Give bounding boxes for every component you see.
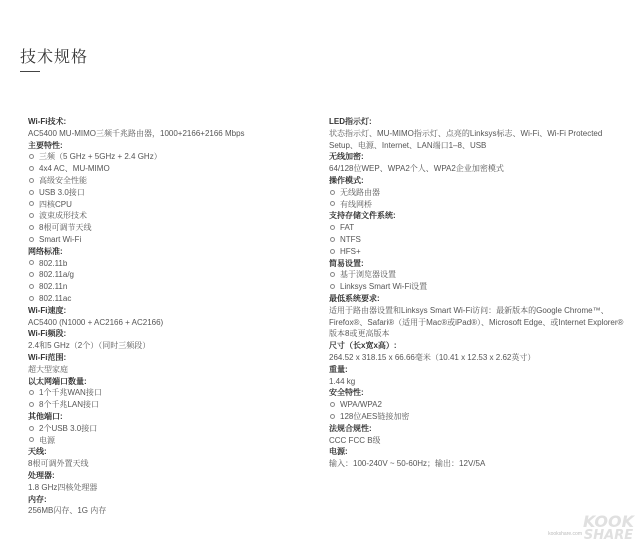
spec-heading: 重量: bbox=[329, 364, 348, 374]
spec-heading: 内存: bbox=[28, 494, 47, 504]
spec-heading: 安全特性: bbox=[329, 388, 364, 398]
spec-heading: LED指示灯: bbox=[329, 117, 372, 126]
spec-heading: 天线: bbox=[28, 447, 47, 457]
spec-value: CCC FCC B级 bbox=[329, 435, 381, 445]
spec-bullet-item bbox=[28, 435, 328, 447]
spec-heading: 最低系统要求: bbox=[329, 293, 380, 303]
bullet-icon bbox=[29, 426, 34, 431]
page-title: 技术规格 bbox=[20, 49, 89, 66]
spec-heading: 无线加密: bbox=[329, 152, 364, 162]
watermark-line2: SHARE bbox=[583, 528, 634, 543]
spec-bullet-text: HFS+ bbox=[340, 246, 361, 256]
spec-heading: Wi-Fi速度: bbox=[28, 305, 67, 315]
watermark-logo bbox=[583, 512, 634, 543]
bullet-icon bbox=[29, 178, 34, 183]
bullet-icon bbox=[330, 272, 335, 277]
spec-bullet-text: 802.11b bbox=[39, 258, 68, 268]
spec-bullet-item bbox=[28, 222, 328, 234]
spec-value: 2.4和5 GHz（2个）（同时三频段） bbox=[28, 341, 151, 351]
spec-value: 1.8 GHz四核处理器 bbox=[28, 482, 98, 492]
bullet-icon bbox=[330, 225, 335, 230]
spec-heading: 处理器: bbox=[28, 470, 55, 480]
spec-bullet-item bbox=[28, 151, 328, 163]
spec-bullet-text: 无线路由器 bbox=[340, 187, 380, 197]
spec-value: 适用于路由器设置和Linksys Smart Wi-Fi访问：最新版本的Google Chrome™、Firefox®、Safari®（适用于Mac®或iPad®）、Microsoft Edge、或Internet Explorer®版本8或更高版本 bbox=[329, 305, 624, 339]
spec-value: 状态指示灯、MU-MIMO指示灯、点亮的Linksys标志、Wi-Fi、Wi-Fi Protected Setup、电源、Internet、LAN端口1–8、USB bbox=[329, 128, 603, 150]
spec-bullet-text: 四核CPU bbox=[39, 199, 72, 209]
spec-bullet-item bbox=[329, 411, 629, 423]
spec-bullet-item bbox=[28, 269, 328, 281]
spec-bullet-text: USB 3.0接口 bbox=[39, 187, 85, 197]
spec-bullet-item bbox=[329, 269, 629, 281]
spec-bullet-item bbox=[28, 234, 328, 246]
spec-heading: Wi-Fi频段: bbox=[28, 329, 67, 339]
spec-value: 1.44 kg bbox=[329, 376, 356, 386]
spec-bullet-text: 1个千兆WAN接口 bbox=[39, 388, 102, 398]
spec-bullet-item bbox=[28, 293, 328, 305]
spec-bullet-text: Smart Wi-Fi bbox=[39, 234, 82, 244]
spec-bullet-item bbox=[329, 222, 629, 234]
spec-heading: 主要特性: bbox=[28, 140, 63, 150]
watermark-line1: KOOK bbox=[583, 512, 634, 531]
spec-column-right bbox=[329, 116, 629, 470]
spec-bullet-item bbox=[329, 234, 629, 246]
spec-bullet-item bbox=[28, 258, 328, 270]
spec-bullet-item bbox=[28, 210, 328, 222]
bullet-icon bbox=[29, 166, 34, 171]
spec-heading: 网络标准: bbox=[28, 246, 63, 256]
spec-bullet-text: 802.11n bbox=[39, 282, 68, 292]
spec-bullet-text: 高级安全性能 bbox=[39, 175, 87, 185]
spec-bullet-text: 波束成形技术 bbox=[39, 211, 87, 221]
bullet-icon bbox=[330, 402, 335, 407]
spec-bullet-item bbox=[28, 399, 328, 411]
spec-bullet-item bbox=[329, 199, 629, 211]
spec-bullet-text: NTFS bbox=[340, 234, 361, 244]
spec-bullet-text: 8个千兆LAN接口 bbox=[39, 400, 100, 410]
spec-value: 264.52 x 318.15 x 66.66毫米（10.41 x 12.53 x 2.62英寸） bbox=[329, 352, 536, 362]
bullet-icon bbox=[29, 437, 34, 442]
spec-value: AC5400 MU-MIMO三频千兆路由器，1000+2166+2166 Mbps bbox=[28, 128, 245, 138]
spec-bullet-text: 有线网桥 bbox=[340, 199, 372, 209]
bullet-icon bbox=[29, 201, 34, 206]
bullet-icon bbox=[29, 237, 34, 242]
spec-bullet-text: 电源 bbox=[39, 435, 55, 445]
bullet-icon bbox=[29, 272, 34, 277]
spec-bullet-item bbox=[329, 399, 629, 411]
spec-value: 输入：100-240V ~ 50-60Hz；输出：12V/5A bbox=[329, 459, 486, 469]
spec-bullet-item bbox=[28, 187, 328, 199]
spec-bullet-item bbox=[28, 387, 328, 399]
spec-bullet-text: 8根可调节天线 bbox=[39, 223, 92, 233]
spec-value: 超大型家庭 bbox=[28, 364, 68, 374]
spec-bullet-text: Linksys Smart Wi-Fi设置 bbox=[340, 282, 428, 292]
spec-heading: 简易设置: bbox=[329, 258, 364, 268]
spec-bullet-item bbox=[28, 199, 328, 211]
bullet-icon bbox=[29, 390, 34, 395]
spec-heading: 法规合规性: bbox=[329, 423, 372, 433]
spec-heading: 尺寸（长x宽x高）: bbox=[329, 341, 397, 351]
bullet-icon bbox=[330, 249, 335, 254]
bullet-icon bbox=[29, 260, 34, 265]
spec-bullet-item bbox=[28, 175, 328, 187]
spec-column-left bbox=[28, 116, 328, 517]
bullet-icon bbox=[29, 402, 34, 407]
spec-bullet-item bbox=[28, 163, 328, 175]
spec-heading: 以太网端口数量: bbox=[28, 376, 87, 386]
bullet-icon bbox=[29, 213, 34, 218]
spec-bullet-item bbox=[28, 281, 328, 293]
spec-bullet-text: 802.11ac bbox=[39, 293, 72, 303]
bullet-icon bbox=[330, 190, 335, 195]
spec-bullet-item bbox=[28, 423, 328, 435]
spec-value: 8根可调外置天线 bbox=[28, 459, 89, 469]
spec-bullet-text: 4x4 AC、MU-MIMO bbox=[39, 164, 110, 174]
bullet-icon bbox=[330, 414, 335, 419]
spec-value: AC5400 (N1000 + AC2166 + AC2166) bbox=[28, 317, 164, 327]
spec-bullet-text: 2个USB 3.0接口 bbox=[39, 423, 98, 433]
spec-heading: 电源: bbox=[329, 447, 348, 457]
spec-bullet-text: WPA/WPA2 bbox=[340, 400, 382, 410]
bullet-icon bbox=[330, 237, 335, 242]
spec-heading: Wi-Fi范围: bbox=[28, 352, 67, 362]
bullet-icon bbox=[29, 190, 34, 195]
spec-bullet-item bbox=[329, 187, 629, 199]
spec-heading: Wi-Fi技术: bbox=[28, 117, 67, 126]
bullet-icon bbox=[330, 201, 335, 206]
spec-bullet-text: 基于浏览器设置 bbox=[340, 270, 396, 280]
bullet-icon bbox=[29, 284, 34, 289]
title-underline bbox=[20, 71, 40, 72]
bullet-icon bbox=[29, 225, 34, 230]
watermark-site: kookshare.com bbox=[548, 531, 582, 537]
spec-bullet-text: 128位AES链接加密 bbox=[340, 411, 410, 421]
spec-bullet-item bbox=[329, 281, 629, 293]
spec-bullet-text: 三频（5 GHz + 5GHz + 2.4 GHz） bbox=[39, 152, 162, 162]
spec-bullet-text: FAT bbox=[340, 223, 355, 233]
bullet-icon bbox=[330, 284, 335, 289]
spec-heading: 支持存储文件系统: bbox=[329, 211, 396, 221]
bullet-icon bbox=[29, 296, 34, 301]
spec-value: 64/128位WEP、WPA2个人、WPA2企业加密模式 bbox=[329, 164, 504, 174]
spec-heading: 其他端口: bbox=[28, 411, 63, 421]
spec-heading: 操作模式: bbox=[329, 175, 364, 185]
spec-value: 256MB闪存、1G 内存 bbox=[28, 506, 107, 516]
bullet-icon bbox=[29, 154, 34, 159]
spec-bullet-item bbox=[329, 246, 629, 258]
spec-bullet-text: 802.11a/g bbox=[39, 270, 74, 280]
